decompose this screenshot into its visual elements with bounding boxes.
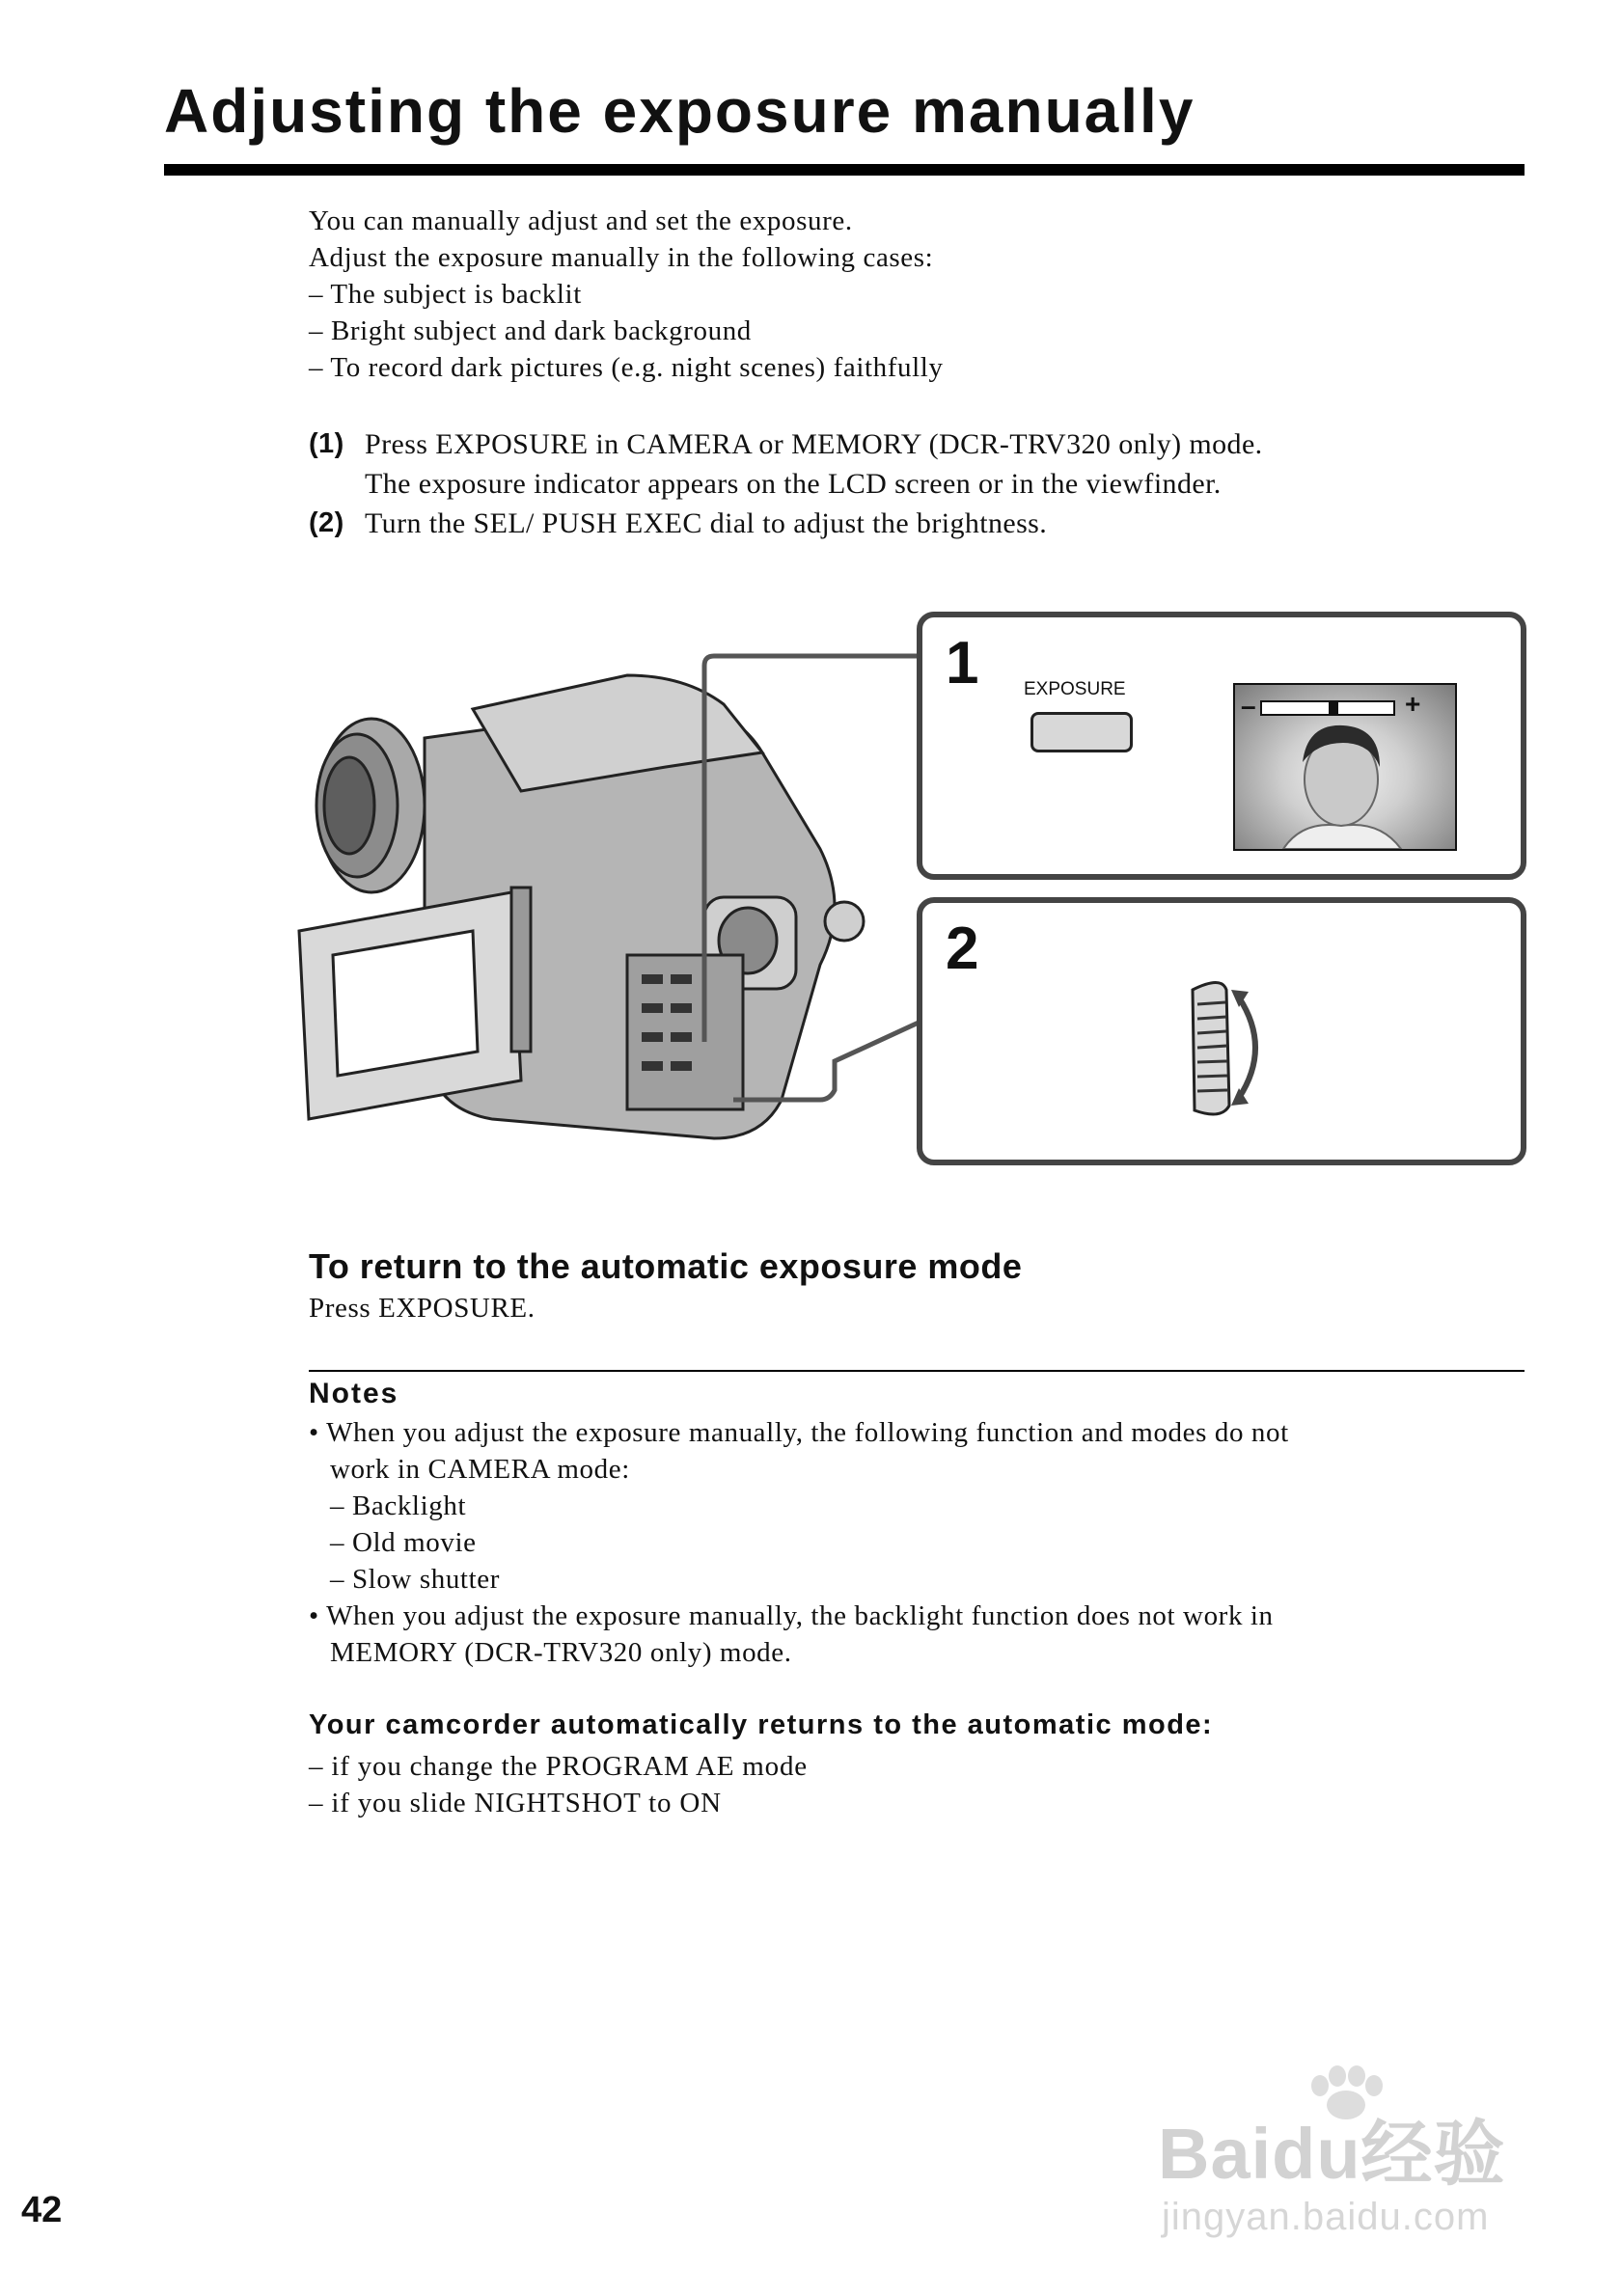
- step-1: [309, 424, 1263, 464]
- panel-number: 1: [946, 630, 979, 697]
- step-text: Turn the SEL/ PUSH EXEC dial to adjust the brightness.: [365, 507, 1048, 539]
- intro-line: You can manually adjust and set the exposure.: [309, 205, 853, 236]
- baidu-watermark: [1158, 2064, 1544, 2257]
- camcorder-figure: [280, 598, 1534, 1177]
- title-rule: [164, 164, 1525, 176]
- lcd-screen-preview: [1233, 683, 1457, 851]
- auto-return-heading: Your camcorder automatically returns to the automatic mode:: [309, 1709, 1214, 1740]
- auto-return-list: [309, 1748, 808, 1821]
- auto-return-line: – if you slide NIGHTSHOT to ON: [309, 1788, 722, 1818]
- lcd-hinge: [511, 888, 531, 1052]
- note-line: MEMORY (DCR-TRV320 only) mode.: [330, 1637, 792, 1668]
- exposure-bar: [1260, 700, 1395, 716]
- step-2: [309, 504, 1263, 543]
- note-line: – Slow shutter: [330, 1564, 500, 1595]
- dial-rotation-icon: [1183, 970, 1299, 1125]
- page-number: 42: [21, 2190, 63, 2230]
- auto-return-line: – if you change the PROGRAM AE mode: [309, 1751, 808, 1782]
- step-number: (2): [309, 507, 344, 538]
- sel-push-exec-dial: [825, 902, 864, 941]
- note-line: – Old movie: [330, 1527, 477, 1558]
- camcorder-illustration: [280, 598, 917, 1177]
- intro-line: – To record dark pictures (e.g. night scenes) faithfully: [309, 352, 944, 383]
- note-line: work in CAMERA mode:: [330, 1454, 630, 1485]
- step-1-panel: [917, 612, 1526, 880]
- step-2-panel: [917, 897, 1526, 1165]
- step-text: Press EXPOSURE in CAMERA or MEMORY (DCR-TRV320 only) mode.: [365, 428, 1263, 460]
- intro-text: [309, 203, 944, 386]
- lcd-screen: [333, 931, 478, 1076]
- notes-heading: Notes: [309, 1378, 399, 1409]
- watermark-sub: jingyan.baidu.com: [1162, 2196, 1490, 2238]
- exposure-button-label: EXPOSURE: [1024, 679, 1126, 699]
- step-number: (1): [309, 428, 344, 459]
- step-text: The exposure indicator appears on the LCD screen or in the viewfinder.: [365, 468, 1222, 500]
- exposure-indicator: [1329, 702, 1338, 714]
- notes-list: [309, 1414, 1289, 1671]
- page-title: Adjusting the exposure manually: [164, 76, 1195, 146]
- exposure-minus-sign: –: [1241, 691, 1256, 721]
- note-line: – Backlight: [330, 1490, 467, 1521]
- intro-line: – The subject is backlit: [309, 279, 582, 310]
- steps-list: [309, 424, 1263, 543]
- rotation-arrow: [1239, 998, 1255, 1098]
- note-line: • When you adjust the exposure manually, the following function and modes do not: [309, 1417, 1289, 1448]
- section-heading: To return to the automatic exposure mode: [309, 1246, 1023, 1286]
- notes-divider: [309, 1370, 1525, 1372]
- watermark-main: Baidu经验: [1158, 2114, 1506, 2194]
- lens-glass: [324, 757, 374, 854]
- note-line: • When you adjust the exposure manually, the backlight function does not work in: [309, 1600, 1274, 1631]
- intro-line: Adjust the exposure manually in the following cases:: [309, 242, 934, 273]
- section-text: Press EXPOSURE.: [309, 1293, 536, 1324]
- intro-line: – Bright subject and dark background: [309, 315, 752, 346]
- panel-number: 2: [946, 916, 979, 982]
- exposure-plus-sign: +: [1405, 689, 1421, 719]
- exposure-button[interactable]: [1030, 712, 1133, 752]
- step-1-continued: [309, 464, 1263, 504]
